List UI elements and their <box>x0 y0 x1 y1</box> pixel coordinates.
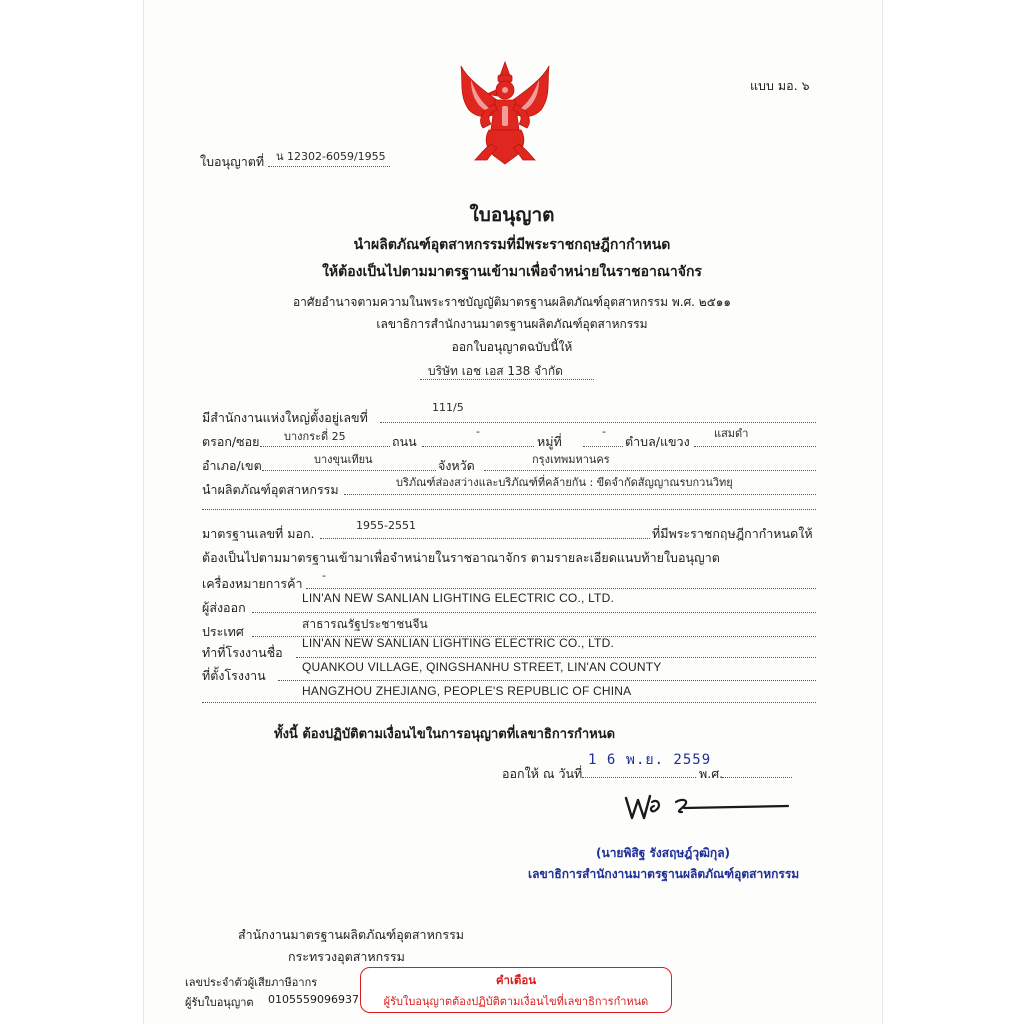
amphoe-value: บางขุนเทียน <box>314 453 373 466</box>
signature-icon <box>618 788 798 832</box>
conditions-text: ทั้งนี้ ต้องปฏิบัติตามเงื่อนไขในการอนุญาตที่เลขาธิการกำหนด <box>274 727 616 742</box>
issued-year-label: พ.ศ. <box>699 766 724 781</box>
warning-title: คำเตือน <box>495 973 537 987</box>
subtitle-line-2: ให้ต้องเป็นไปตามมาตรฐานเข้ามาเพื่อจำหน่ายในราชอาณาจักร <box>322 264 702 280</box>
warning-box <box>360 967 672 1013</box>
tambon-value: แสมดำ <box>714 427 749 440</box>
factory-name-value: LIN'AN NEW SANLIAN LIGHTING ELECTRIC CO., LTD. <box>302 636 614 650</box>
country-value: สาธารณรัฐประชาชนจีน <box>302 617 428 631</box>
garuda-emblem-icon <box>453 60 557 170</box>
trademark-value: - <box>322 569 326 582</box>
road-value: - <box>476 425 480 438</box>
standard-tail: ที่มีพระราชกฤษฎีกากำหนดให้ <box>652 526 813 541</box>
exporter-label: ผู้ส่งออก <box>202 600 246 615</box>
license-no-label: ใบอนุญาตที่ <box>200 154 265 169</box>
issued-date-label: ออกให้ ณ วันที่ <box>502 766 583 781</box>
conform-text: ต้องเป็นไปตามมาตรฐานเข้ามาเพื่อจำหน่ายในราชอาณาจักร ตามรายละเอียดแนบท้ายใบอนุญาต <box>202 550 720 565</box>
standard-value: 1955-2551 <box>356 519 416 532</box>
factory-location-label: ที่ตั้งโรงงาน <box>202 668 266 683</box>
authority-line-1: อาศัยอำนาจตามความในพระราชบัญญัติมาตรฐานผลิตภัณฑ์อุตสาหกรรม พ.ศ. ๒๕๑๑ <box>292 295 732 309</box>
ministry-name: กระทรวงอุตสาหกรรม <box>288 949 405 964</box>
office-name: สำนักงานมาตรฐานผลิตภัณฑ์อุตสาหกรรม <box>238 927 465 942</box>
license-no-value: น 12302-6059/1955 <box>276 150 386 163</box>
signer-name: (นายพิสิฐ รังสฤษฎ์วุฒิกุล) <box>596 846 731 860</box>
standard-label: มาตรฐานเลขที่ มอก. <box>202 526 315 541</box>
document-title: ใบอนุญาต <box>469 204 555 226</box>
amphoe-label: อำเภอ/เขต <box>202 458 262 473</box>
head-office-label: มีสำนักงานแห่งใหญ่ตั้งอยู่เลขที่ <box>202 410 368 425</box>
exporter-value: LIN'AN NEW SANLIAN LIGHTING ELECTRIC CO., LTD. <box>302 591 614 605</box>
authority-line-3: ออกใบอนุญาตฉบับนี้ให้ <box>451 340 573 354</box>
company-name: บริษัท เอช เอส 138 จำกัด <box>428 364 563 378</box>
signer-title: เลขาธิการสำนักงานมาตรฐานผลิตภัณฑ์อุตสาหกรรม <box>528 867 800 881</box>
road-label: ถนน <box>392 434 417 449</box>
issued-date-stamp: 1 6 พ.ย. 2559 <box>588 752 712 768</box>
taxid-value: 0105559096937 <box>268 993 359 1006</box>
trademark-label: เครื่องหมายการค้า <box>202 576 303 591</box>
taxid-label-2: ผู้รับใบอนุญาต <box>185 996 254 1009</box>
factory-location-line-1: QUANKOU VILLAGE, QINGSHANHU STREET, LIN'AN COUNTY <box>302 660 662 674</box>
subtitle-line-1: นำผลิตภัณฑ์อุตสาหกรรมที่มีพระราชกฤษฎีกากำหนด <box>353 237 671 253</box>
moo-label: หมู่ที่ <box>537 434 562 449</box>
head-office-value: 111/5 <box>432 401 464 414</box>
tambon-label: ตำบล/แขวง <box>625 434 690 449</box>
authority-line-2: เลขาธิการสำนักงานมาตรฐานผลิตภัณฑ์อุตสาหกรรม <box>376 317 648 331</box>
soi-value: บางกระดี่ 25 <box>284 430 346 443</box>
product-value: บริภัณฑ์ส่องสว่างและบริภัณฑ์ที่คล้ายกัน : ขีดจำกัดสัญญาณรบกวนวิทยุ <box>396 476 733 489</box>
taxid-label-1: เลขประจำตัวผู้เสียภาษีอากร <box>185 976 318 989</box>
province-label: จังหวัด <box>438 458 475 473</box>
factory-location-line-2: HANGZHOU ZHEJIANG, PEOPLE'S REPUBLIC OF CHINA <box>302 684 632 698</box>
factory-name-label: ทำที่โรงงานชื่อ <box>202 645 283 660</box>
province-value: กรุงเทพมหานคร <box>532 453 610 466</box>
soi-label: ตรอก/ซอย <box>202 434 260 449</box>
product-label: นำผลิตภัณฑ์อุตสาหกรรม <box>202 482 339 497</box>
moo-value: - <box>602 425 606 438</box>
warning-text: ผู้รับใบอนุญาตต้องปฏิบัติตามเงื่อนไขที่เลขาธิการกำหนด <box>383 995 649 1008</box>
form-code: แบบ มอ. ๖ <box>750 78 810 93</box>
country-label: ประเทศ <box>202 624 244 639</box>
